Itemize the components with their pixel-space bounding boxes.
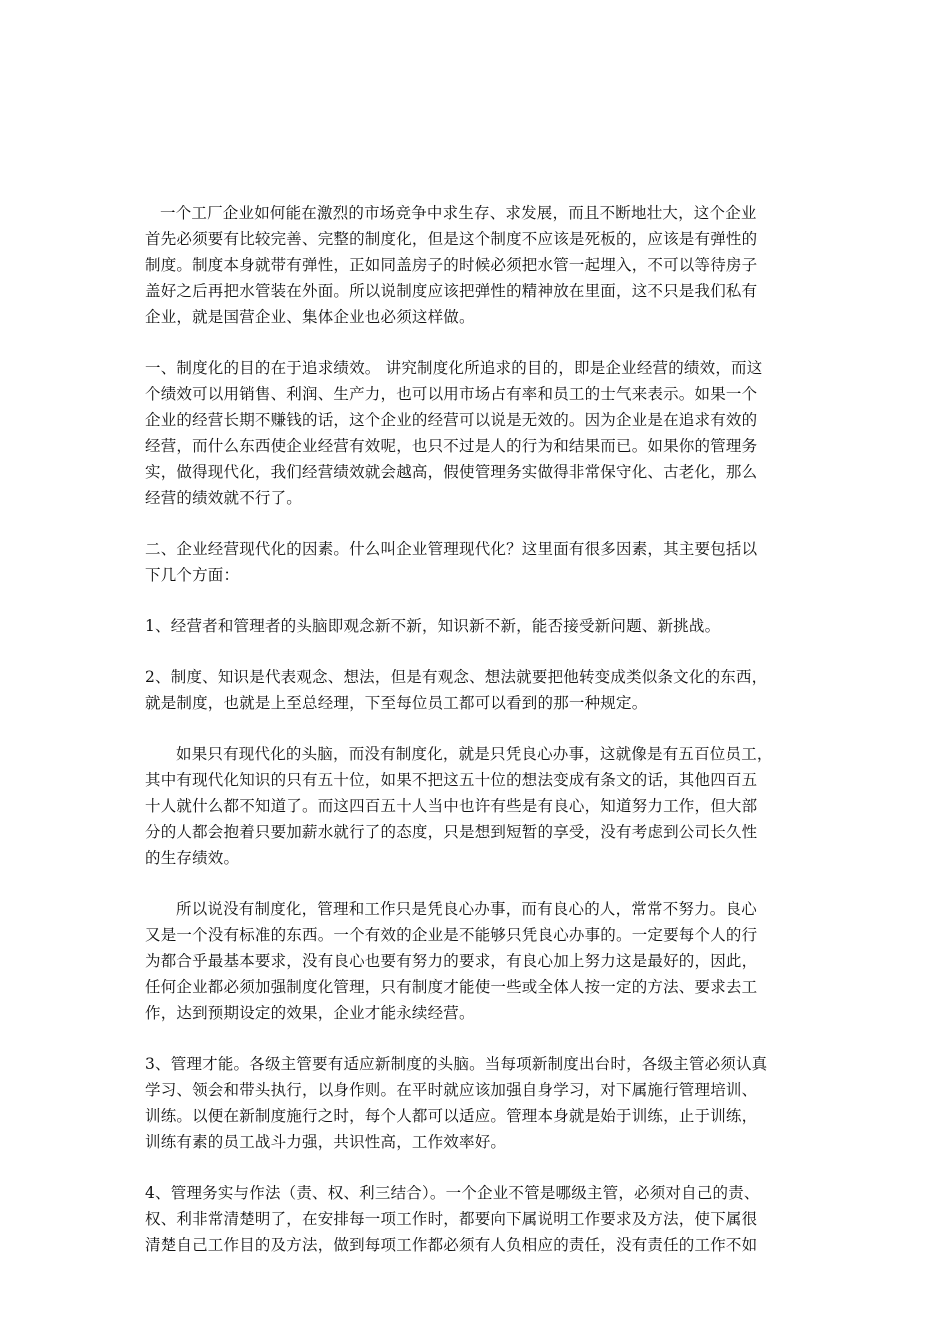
- text-line: 训练。以便在新制度施行之时，每个人都可以适应。管理本身就是始于训练，止于训练，: [145, 1107, 758, 1125]
- paragraph-item-1: [145, 613, 815, 639]
- text-line: 就是制度，也就是上至总经理，下至每位员工都可以看到的那一种规定。: [145, 694, 648, 712]
- text-line: 一、制度化的目的在于追求绩效。 讲究制度化所追求的目的，即是企业经营的绩效，而这: [145, 359, 763, 377]
- paragraph-item-4: [145, 1180, 815, 1258]
- text-line: 企业，就是国营企业、集体企业也必须这样做。: [145, 308, 475, 326]
- text-line: 制度。制度本身就带有弹性，正如同盖房子的时候必须把水管一起埋入，不可以等待房子: [145, 256, 758, 274]
- paragraph-item-2-note-a: [145, 741, 815, 871]
- text-line: 十人就什么都不知道了。而这四百五十人当中也许有些是有良心，知道努力工作，但大部: [145, 797, 758, 815]
- paragraph-intro: [145, 200, 815, 330]
- document-body: [145, 200, 815, 1283]
- text-line: 个绩效可以用销售、利润、生产力，也可以用市场占有率和员工的士气来表示。如果一个: [145, 385, 758, 403]
- text-line: 清楚自己工作目的及方法，做到每项工作都必须有人负相应的责任，没有责任的工作不如: [145, 1236, 758, 1254]
- text-line: 学习、领会和带头执行，以身作则。在平时就应该加强自身学习，对下属施行管理培训、: [145, 1081, 758, 1099]
- text-line: 又是一个没有标准的东西。一个有效的企业是不能够只凭良心办事的。一定要每个人的行: [145, 926, 758, 944]
- text-line: 下几个方面：: [145, 566, 240, 584]
- text-line: 2、制度、知识是代表观念、想法，但是有观念、想法就要把他转变成类似条文化的东西，: [145, 668, 768, 686]
- text-line: 实，做得现代化，我们经营绩效就会越高，假使管理务实做得非常保守化、古老化，那么: [145, 463, 758, 481]
- text-line: 的生存绩效。: [145, 849, 240, 867]
- text-line: 任何企业都必须加强制度化管理，只有制度才能使一些或全体人按一定的方法、要求去工: [145, 978, 758, 996]
- text-line: 为都合乎最基本要求，没有良心也要有努力的要求，有良心加上努力这是最好的，因此，: [145, 952, 758, 970]
- text-line: 1、经营者和管理者的头脑即观念新不新，知识新不新，能否接受新问题、新挑战。: [145, 617, 721, 635]
- text-line: 盖好之后再把水管装在外面。所以说制度应该把弹性的精神放在里面，这不只是我们私有: [145, 282, 758, 300]
- text-line: 所以说没有制度化，管理和工作只是凭良心办事，而有良心的人，常常不努力。良心: [176, 900, 757, 918]
- text-line: 二、企业经营现代化的因素。什么叫企业管理现代化？这里面有很多因素，其主要包括以: [145, 540, 758, 558]
- text-line: 一个工厂企业如何能在激烈的市场竞争中求生存、求发展，而且不断地壮大，这个企业: [160, 204, 757, 222]
- text-line: 首先必须要有比较完善、完整的制度化，但是这个制度不应该是死板的，应该是有弹性的: [145, 230, 758, 248]
- paragraph-item-2-note-b: [145, 896, 815, 1026]
- text-line: 训练有素的员工战斗力强，共识性高，工作效率好。: [145, 1133, 507, 1151]
- text-line: 如果只有现代化的头脑，而没有制度化，就是只凭良心办事，这就像是有五百位员工，: [176, 745, 773, 763]
- text-line: 企业的经营长期不赚钱的话，这个企业的经营可以说是无效的。因为企业是在追求有效的: [145, 411, 758, 429]
- text-line: 4、管理务实与作法（责、权、利三结合）。一个企业不管是哪级主管，必须对自己的责、: [145, 1184, 760, 1202]
- text-line: 3、管理才能。各级主管要有适应新制度的头脑。当每项新制度出台时，各级主管必须认真: [145, 1055, 768, 1073]
- paragraph-section-2: [145, 536, 815, 588]
- text-line: 经营，而什么东西使企业经营有效呢，也只不过是人的行为和结果而已。如果你的管理务: [145, 437, 758, 455]
- paragraph-item-2: [145, 664, 815, 716]
- text-line: 其中有现代化知识的只有五十位，如果不把这五十位的想法变成有条文的话，其他四百五: [145, 771, 758, 789]
- text-line: 权、利非常清楚明了，在安排每一项工作时，都要向下属说明工作要求及方法，使下属很: [145, 1210, 758, 1228]
- paragraph-section-1: [145, 355, 815, 511]
- text-line: 经营的绩效就不行了。: [145, 489, 303, 507]
- paragraph-item-3: [145, 1051, 815, 1155]
- text-line: 作，达到预期设定的效果，企业才能永续经营。: [145, 1004, 475, 1022]
- text-line: 分的人都会抱着只要加薪水就行了的态度，只是想到短暂的享受，没有考虑到公司长久性: [145, 823, 758, 841]
